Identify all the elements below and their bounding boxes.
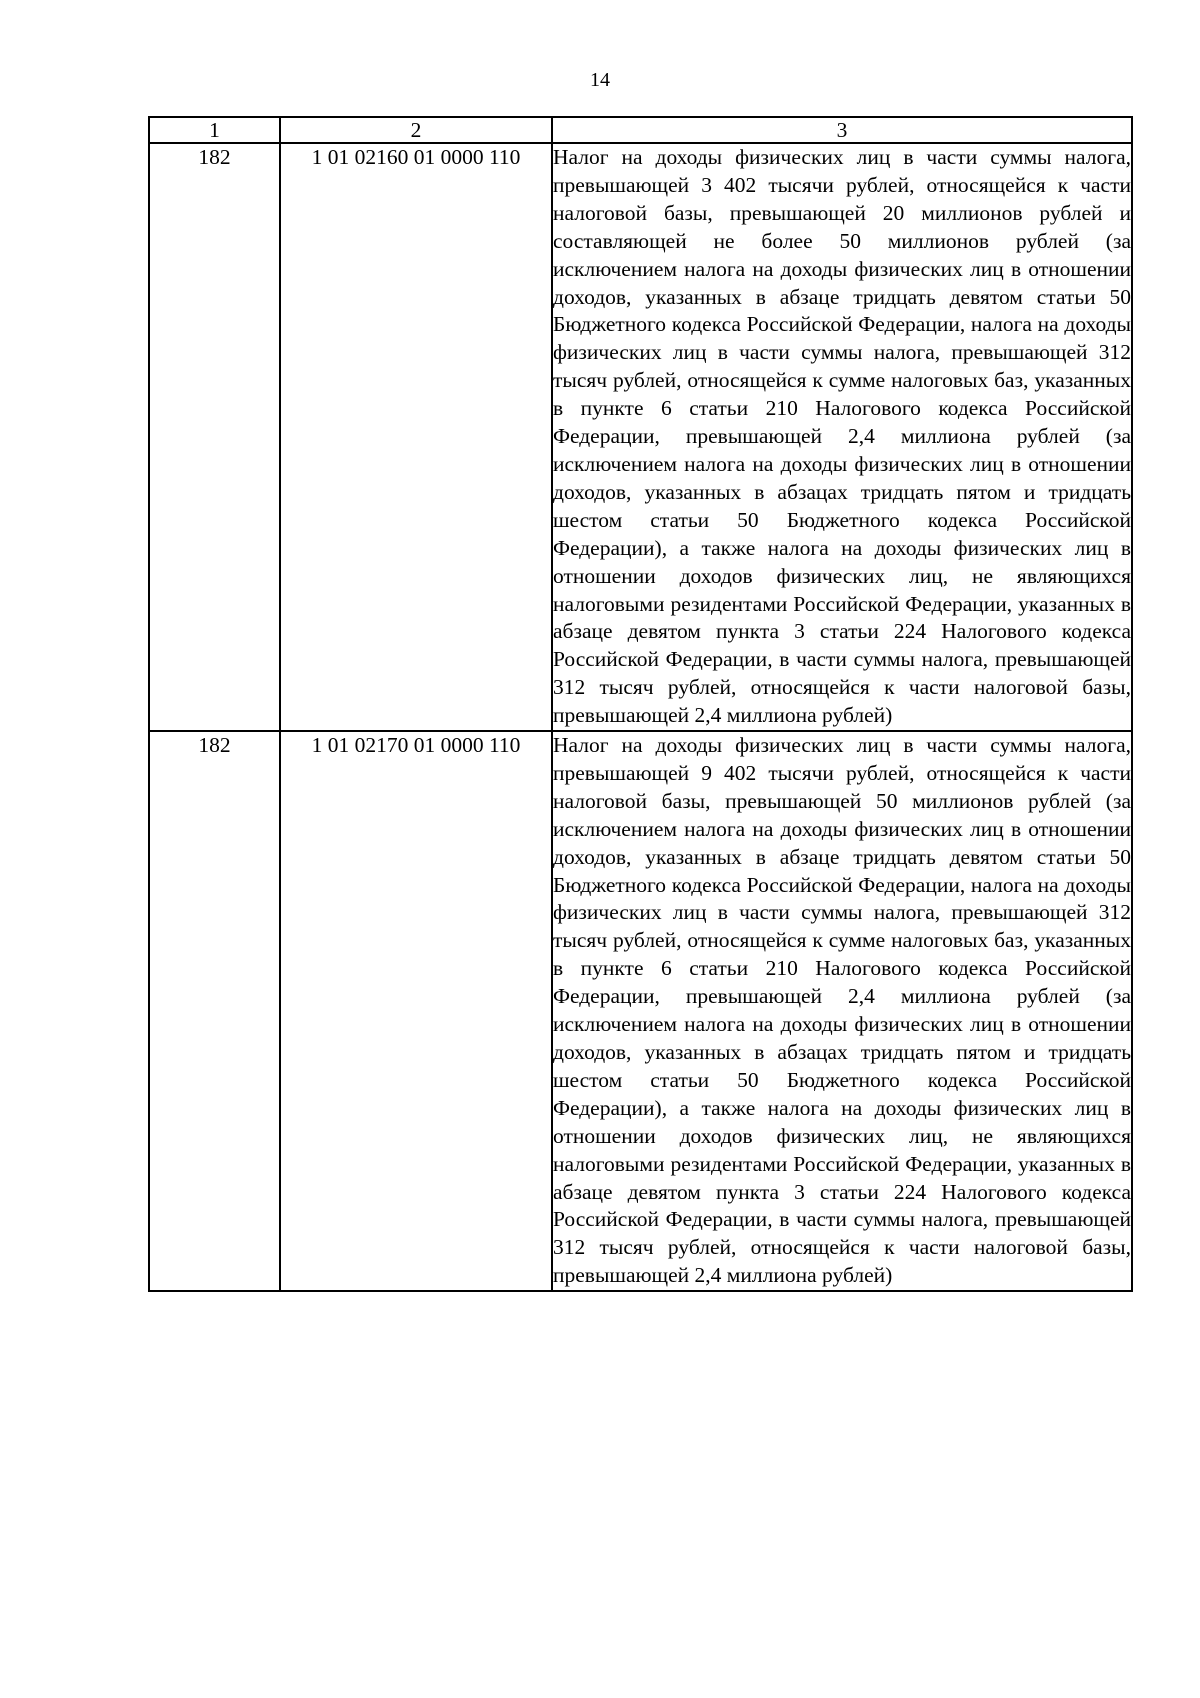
admin-code-cell: 182 [149,731,280,1291]
column-header-1: 1 [149,117,280,143]
column-header-3: 3 [552,117,1132,143]
table-row [149,731,1132,1291]
kbk-code-cell: 1 01 02160 01 0000 110 [280,143,552,731]
document-table [148,116,1133,1292]
kbk-code-cell: 1 01 02170 01 0000 110 [280,731,552,1291]
description-cell: Налог на доходы физических лиц в части суммы налога, превышающей 3 402 тысячи рублей, относящейся к части налоговой базы, превышающей 20 миллионов рублей и составляющей не более 50 миллионов рублей (за исключением налога на доходы физических лиц в отношении доходов, указанных в абзаце тридцать девятом статьи 50 Бюджетного кодекса Российской Федерации, налога на доходы физических лиц в части суммы налога, превышающей 312 тысяч рублей, относящейся к сумме налоговых баз, указанных в пункте 6 статьи 210 Налогового кодекса Российской Федерации, превышающей 2,4 миллиона рублей (за исключением налога на доходы физических лиц в отношении доходов, указанных в абзацах тридцать пятом и тридцать шестом статьи 50 Бюджетного кодекса Российской Федерации), а также налога на доходы физических лиц в отношении доходов физических лиц, не являющихся налоговыми резидентами Российской Федерации, указанных в абзаце девятом пункта 3 статьи 224 Налогового кодекса Российской Федерации, в части суммы налога, превышающей 312 тысяч рублей, относящейся к части налоговой базы, превышающей 2,4 миллиона рублей) [552,143,1132,731]
admin-code-cell: 182 [149,143,280,731]
page-number: 14 [590,69,610,91]
table-header-row [149,117,1132,143]
table-row [149,143,1132,731]
description-cell: Налог на доходы физических лиц в части суммы налога, превышающей 9 402 тысячи рублей, относящейся к части налоговой базы, превышающей 50 миллионов рублей (за исключением налога на доходы физических лиц в отношении доходов, указанных в абзаце тридцать девятом статьи 50 Бюджетного кодекса Российской Федерации, налога на доходы физических лиц в части суммы налога, превышающей 312 тысяч рублей, относящейся к сумме налоговых баз, указанных в пункте 6 статьи 210 Налогового кодекса Российской Федерации, превышающей 2,4 миллиона рублей (за исключением налога на доходы физических лиц в отношении доходов, указанных в абзацах тридцать пятом и тридцать шестом статьи 50 Бюджетного кодекса Российской Федерации), а также налога на доходы физических лиц в отношении доходов физических лиц, не являющихся налоговыми резидентами Российской Федерации, указанных в абзаце девятом пункта 3 статьи 224 Налогового кодекса Российской Федерации, в части суммы налога, превышающей 312 тысяч рублей, относящейся к части налоговой базы, превышающей 2,4 миллиона рублей) [552,731,1132,1291]
column-header-2: 2 [280,117,552,143]
